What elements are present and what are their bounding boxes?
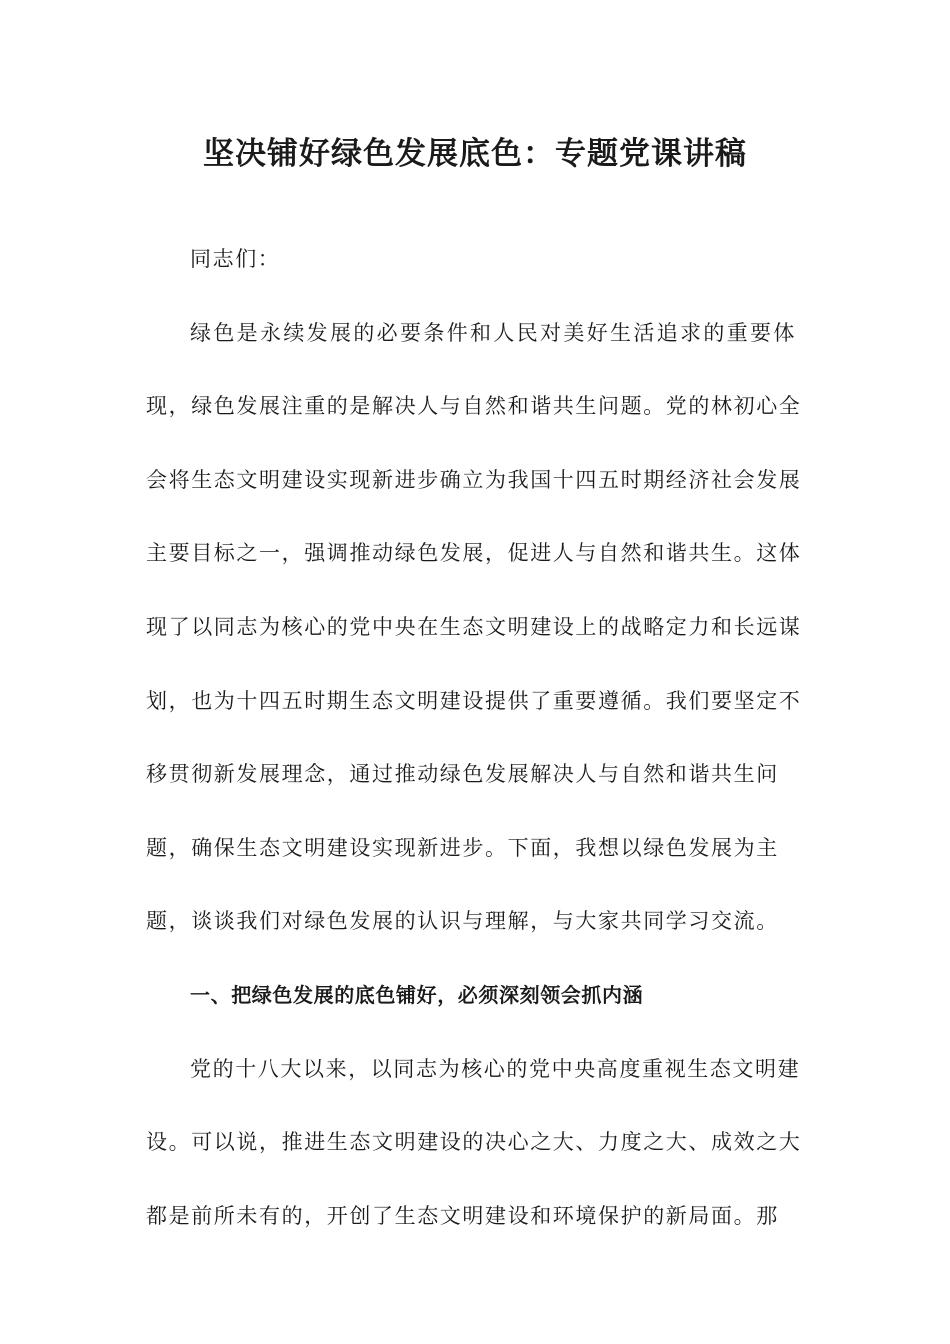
paragraph-1-line-3: 会将生态文明建设实现新进步确立为我国十四五时期经济社会发展 <box>146 467 802 492</box>
paragraph-1-line-8: 题，确保生态文明建设实现新进步。下面，我想以绿色发展为主 <box>146 835 779 860</box>
salutation: 同志们： <box>190 247 281 271</box>
paragraph-1-line-4: 主要目标之一，强调推动绿色发展，促进人与自然和谐共生。这体 <box>146 541 802 566</box>
section-heading-1: 一、把绿色发展的底色铺好，必须深刻领会抓内涵 <box>190 982 644 1007</box>
paragraph-1-line-7: 移贯彻新发展理念，通过推动绿色发展解决人与自然和谐共生问 <box>146 762 779 787</box>
paragraph-1-line-1: 绿色是永续发展的必要条件和人民对美好生活追求的重要体 <box>190 320 796 345</box>
paragraph-1-line-6: 划，也为十四五时期生态文明建设提供了重要遵循。我们要坚定不 <box>146 688 802 713</box>
paragraph-1-line-9: 题，谈谈我们对绿色发展的认识与理解，与大家共同学习交流。 <box>146 909 779 934</box>
paragraph-2-line-3: 都是前所未有的，开创了生态文明建设和环境保护的新局面。那 <box>146 1203 779 1228</box>
paragraph-1-line-5: 现了以同志为核心的党中央在生态文明建设上的战略定力和长远谋 <box>146 614 802 639</box>
paragraph-2-line-1: 党的十八大以来，以同志为核心的党中央高度重视生态文明建 <box>190 1056 801 1081</box>
document-title: 坚决铺好绿色发展底色：专题党课讲稿 <box>203 136 747 172</box>
document-body <box>146 237 802 1267</box>
paragraph-2-line-2: 设。可以说，推进生态文明建设的决心之大、力度之大、成效之大 <box>146 1130 802 1155</box>
paragraph-1-line-2: 现，绿色发展注重的是解决人与自然和谐共生问题。党的林初心全 <box>146 394 802 419</box>
